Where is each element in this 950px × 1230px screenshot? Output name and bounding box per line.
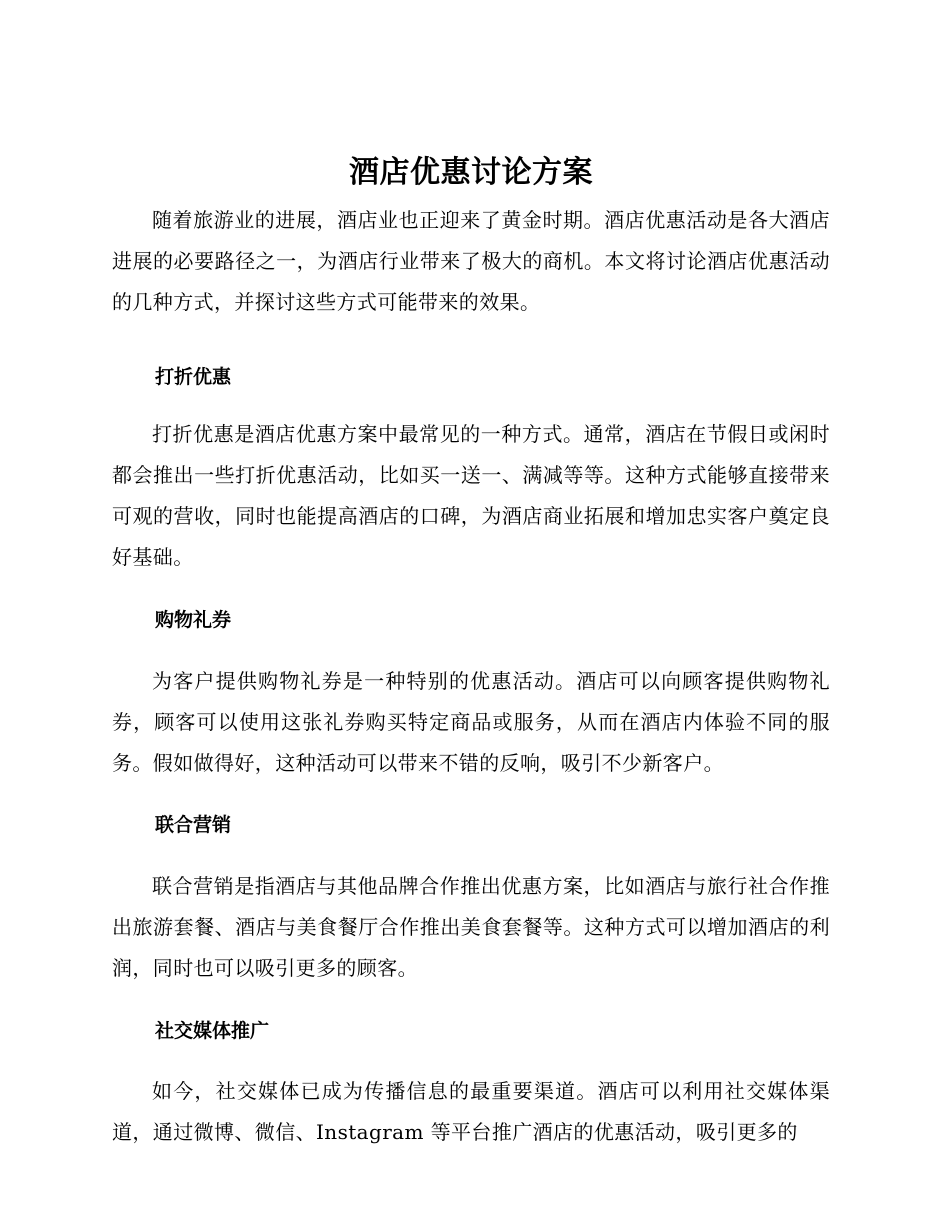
intro-paragraph: 随着旅游业的进展，酒店业也正迎来了黄金时期。酒店优惠活动是各大酒店进展的必要路径之一，为酒店行业带来了极大的商机。本文将讨论酒店优惠活动的几种方式，并探讨这些方式可能带来的效果。 — [112, 208, 830, 314]
section-heading-social-media: 社交媒体推广 — [155, 1020, 270, 1042]
section-body-joint-marketing: 联合营销是指酒店与其他品牌合作推出优惠方案，比如酒店与旅行社合作推出旅游套餐、酒店与美食餐厅合作推出美食套餐等。这种方式可以增加酒店的利润，同时也可以吸引更多的顾客。 — [112, 874, 830, 980]
section-body-gift-voucher: 为客户提供购物礼券是一种特别的优惠活动。酒店可以向顾客提供购物礼券，顾客可以使用这张礼券购买特定商品或服务，从而在酒店内体验不同的服务。假如做得好，这种活动可以带来不错的反响，吸引不少新客户。 — [112, 669, 830, 775]
section-heading-gift-voucher: 购物礼券 — [155, 609, 232, 631]
section-heading-discount: 打折优惠 — [155, 366, 232, 388]
section-heading-joint-marketing: 联合营销 — [155, 814, 232, 836]
section-body-social-media: 如今，社交媒体已成为传播信息的最重要渠道。酒店可以利用社交媒体渠道，通过微博、微信、Instagram 等平台推广酒店的优惠活动，吸引更多的 — [112, 1079, 830, 1144]
document-title: 酒店优惠讨论方案 — [349, 155, 593, 190]
section-body-discount: 打折优惠是酒店优惠方案中最常见的一种方式。通常，酒店在节假日或闲时都会推出一些打折优惠活动，比如买一送一、满减等等。这种方式能够直接带来可观的营收，同时也能提高酒店的口碑，为酒店商业拓展和增加忠实客户奠定良好基础。 — [112, 422, 830, 569]
document-page — [112, 150, 830, 1153]
